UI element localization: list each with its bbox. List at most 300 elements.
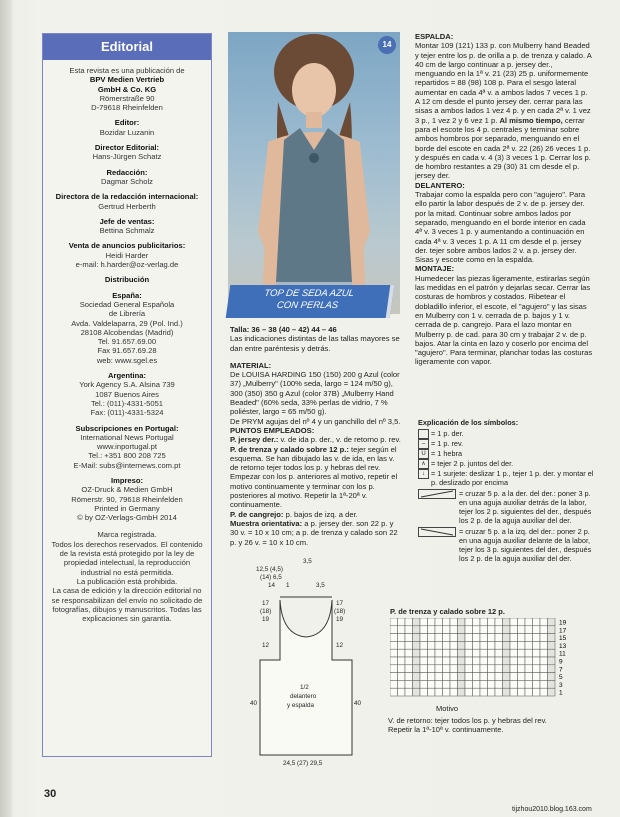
chart-cell xyxy=(420,649,428,657)
schematic-label: 1 xyxy=(286,582,290,589)
chart-cell xyxy=(495,634,503,642)
publisher-line: GmbH & Co. KG xyxy=(97,84,157,94)
chart-cell xyxy=(525,665,533,673)
schematic-label: 17 xyxy=(336,600,344,607)
chart-cell xyxy=(518,626,526,634)
schematic-center: 1/2 xyxy=(300,684,309,691)
schematic-label: 3,5 xyxy=(303,558,312,565)
stitch-grid xyxy=(390,618,578,700)
chart-cell xyxy=(495,688,503,696)
chart-cell xyxy=(435,649,443,657)
chart-cell xyxy=(390,657,398,665)
chart-cell xyxy=(420,634,428,642)
impreso-line: © by OZ-Verlags-GmbH 2014 xyxy=(77,513,177,523)
chart-cell xyxy=(420,657,428,665)
chart-cell xyxy=(533,649,541,657)
chart-cell xyxy=(480,618,488,626)
chart-cell xyxy=(540,680,548,688)
chart-cell xyxy=(518,673,526,681)
chart-cell xyxy=(458,634,466,642)
chart-cell xyxy=(413,634,421,642)
chart-cell xyxy=(413,649,421,657)
chart-cell xyxy=(443,665,451,673)
chart-cell xyxy=(503,657,511,665)
punto-label: P. jersey der.: xyxy=(230,435,279,445)
chart-cell xyxy=(458,688,466,696)
al-mismo-tiempo-text: cerrar para el escote los 4 p. centrales y terminar sobre ambos hombros por separado, menguando en el borde del escote en cada 2ª v. 22 (26) 26 veces 1 p. y después en cada v. 4 (3) 3 veces 1 p. Cerrar los p. de hombro restantes a 29 (30) 31 cm desde el p. jersey der. xyxy=(415,115,591,181)
chart-cell xyxy=(510,641,518,649)
chart-cell xyxy=(458,673,466,681)
chart-cell xyxy=(435,641,443,649)
directora-name: Gertrud Herberth xyxy=(98,201,156,211)
chart-row-number: 17 xyxy=(559,627,567,635)
chart-cell xyxy=(443,649,451,657)
chart-cell xyxy=(420,665,428,673)
chart-cell xyxy=(533,618,541,626)
schematic-label: (18) xyxy=(334,608,346,615)
symbol-text: = 1 p. der. xyxy=(431,429,464,438)
chart-cell xyxy=(548,634,556,642)
chart-cell xyxy=(548,665,556,673)
knit-symbol-icon xyxy=(418,429,429,439)
chart-cell xyxy=(450,649,458,657)
publisher-address: Römerstraße 90 xyxy=(99,93,155,103)
chart-cell xyxy=(473,657,481,665)
espana-line: 28108 Alcobendas (Madrid) xyxy=(80,327,174,337)
portugal-line: International News Portugal xyxy=(80,432,174,442)
chart-cell xyxy=(458,649,466,657)
anuncios-line: Heidi Harder xyxy=(105,250,149,260)
chart-row-number: 11 xyxy=(559,650,566,658)
chart-cell xyxy=(465,634,473,642)
chart-cell xyxy=(473,673,481,681)
chart-row-number: 15 xyxy=(559,635,567,643)
chart-cell xyxy=(398,673,406,681)
caption-line: TOP DE SEDA AZUL xyxy=(263,288,355,299)
chart-cell xyxy=(533,680,541,688)
chart-cell xyxy=(488,665,496,673)
chart-cell xyxy=(503,665,511,673)
impreso-line: Printed in Germany xyxy=(94,503,160,513)
schematic-label: 14 xyxy=(268,582,276,589)
chart-cell xyxy=(435,673,443,681)
chart-cell xyxy=(435,657,443,665)
chart-cell xyxy=(495,618,503,626)
chart-cell xyxy=(510,618,518,626)
chart-cell xyxy=(540,673,548,681)
chart-cell xyxy=(488,618,496,626)
chart-cell xyxy=(488,634,496,642)
chart-cell xyxy=(398,649,406,657)
editorial-sidebar xyxy=(42,33,212,757)
chart-cell xyxy=(450,673,458,681)
espana-line: Sociedad General Española xyxy=(79,299,175,309)
impreso-line: OZ-Druck & Medien GmbH xyxy=(81,485,173,495)
chart-cell xyxy=(495,641,503,649)
pattern-number-badge: 14 xyxy=(378,36,396,54)
chart-cell xyxy=(510,688,518,696)
chart-cell xyxy=(480,657,488,665)
chart-cell xyxy=(450,626,458,634)
talla-note: Las indicaciones distintas de las tallas mayores se dan entre paréntesis y detrás. xyxy=(230,334,400,353)
chart-cell xyxy=(503,641,511,649)
chart-cell xyxy=(398,688,406,696)
directora-label: Directora de la redacción internacional: xyxy=(55,192,199,202)
chart-cell xyxy=(518,641,526,649)
chart-cell xyxy=(495,626,503,634)
chart-cell xyxy=(413,641,421,649)
espana-line: Avda. Valdelaparra, 29 (Pol. Ind.) xyxy=(71,318,183,328)
chart-cell xyxy=(405,618,413,626)
chart-cell xyxy=(458,641,466,649)
chart-cell xyxy=(548,649,556,657)
chart-cell xyxy=(518,688,526,696)
chart-cell xyxy=(443,673,451,681)
chart-cell xyxy=(443,634,451,642)
middle-column xyxy=(230,325,402,547)
chart-cell xyxy=(540,657,548,665)
chart-row-number: 9 xyxy=(559,658,563,666)
legal-text: Marca registrada. xyxy=(97,530,157,540)
chart-cell xyxy=(398,618,406,626)
chart-cell xyxy=(480,688,488,696)
garment-schematic xyxy=(250,555,370,770)
espalda-text: Montar 109 (121) 133 p. con Mulberry hand Beaded y tejer entre los p. de orilla a p. de trenza y calado. A 40 cm de largo continuar a p. jersey der., menguando en la 1ª v. 21 (23) 25 p. uniformemente repartidos = 88 (98) 108 p. Para el sesgo lateral aumentar en cada 4ª v. a ambos lados 7 veces 1 p. A 12 cm desde el punto jersey der. cerrar para las sisas a ambos lados 1 vez 4 p. y en cada 2ª v. 1 vez 3 p., 1 vez 2 y 6 vez 1 p. xyxy=(415,41,592,125)
chart-cell xyxy=(450,657,458,665)
chart-cell xyxy=(525,618,533,626)
yarn-over-symbol-icon: U xyxy=(418,449,429,459)
chart-cell xyxy=(428,626,436,634)
espana-line: de Librería xyxy=(108,309,146,319)
chart-cell xyxy=(443,626,451,634)
talla-label: Talla: xyxy=(230,325,250,334)
chart-cell xyxy=(390,649,398,657)
puntos-label: PUNTOS EMPLEADOS: xyxy=(230,425,315,435)
legal-text: La publicación está prohibida. xyxy=(76,576,178,586)
chart-cell xyxy=(420,618,428,626)
chart-cell xyxy=(420,688,428,696)
chart-cell xyxy=(525,657,533,665)
chart-cell xyxy=(533,634,541,642)
chart-cell xyxy=(390,680,398,688)
chart-cell xyxy=(450,641,458,649)
chart-cell xyxy=(510,649,518,657)
chart-cell xyxy=(435,665,443,673)
punto-text: tejer según el esquema. Se han dibujado las v. de ida, en las v. de retorno tejer todos los p. y hebras del rev. Empezar con los p. anteriores al motivo, repetir el motivo continuamente y terminar con los p. posteriores al motivo. Repetir la 1ª-20ª v. continuamente. xyxy=(230,444,398,510)
argentina-line: Fax: (011)-4331-5324 xyxy=(90,408,164,418)
editor-label: Editor: xyxy=(114,118,140,128)
delantero-text: Trabajar como la espalda pero con "agujero". Para ello partir la labor después de 2 v. de p. jersey der. por la mitad. Continuar sobre ambos lados por separado, menguando en el borde interior en cada 4ª v. 3 veces 1 p. y aumentando a continuación en cada 4ª v. 3 veces 1 p. A 11 cm desde el p. jersey der. tejer sobre ambos lados 2 v. a p. jersey der. Sisas y escote como en la espalda. xyxy=(415,190,586,265)
chart-cell xyxy=(503,634,511,642)
chart-cell xyxy=(488,673,496,681)
chart-cell xyxy=(518,665,526,673)
chart-cell xyxy=(533,657,541,665)
chart-cell xyxy=(405,673,413,681)
argentina-label: Argentina: xyxy=(108,371,146,381)
chart-cell xyxy=(405,688,413,696)
chart-cell xyxy=(443,641,451,649)
schematic-label: 12 xyxy=(336,642,344,649)
symbol-text: = cruzar 5 p. a la der. del der.: poner 3 p. en una aguja auxiliar detrás de la labor, tejer los 2 p. siguientes del der., después los 2 p. de la aguja auxiliar del der. xyxy=(459,489,592,525)
chart-cell xyxy=(518,649,526,657)
chart-cell xyxy=(540,641,548,649)
photo-caption xyxy=(226,285,395,318)
chart-cell xyxy=(525,649,533,657)
chart-cell xyxy=(420,673,428,681)
page-number: 30 xyxy=(44,788,57,800)
chart-cell xyxy=(525,673,533,681)
chart-cell xyxy=(480,641,488,649)
chart-cell xyxy=(428,618,436,626)
schematic-center: y espalda xyxy=(287,702,314,709)
chart-cell xyxy=(413,688,421,696)
chart-cell xyxy=(428,680,436,688)
chart-cell xyxy=(548,618,556,626)
symbol-text: = 1 p. rev. xyxy=(431,439,464,448)
chart-cell xyxy=(525,626,533,634)
portugal-line: E-Mail: subs@internews.com.pt xyxy=(73,460,181,470)
schematic-label: (18) xyxy=(260,608,272,615)
right-column xyxy=(415,32,593,367)
chart-cell xyxy=(458,665,466,673)
chart-cell xyxy=(473,649,481,657)
chart-cell xyxy=(450,618,458,626)
chart-cell xyxy=(398,634,406,642)
chart-cell xyxy=(443,680,451,688)
editor-name: Bozidar Luzanin xyxy=(99,127,155,137)
chart-cell xyxy=(405,680,413,688)
material-text-2: De PRYM agujas del nº 4 y un ganchillo del nº 3,5. xyxy=(230,416,401,426)
chart-cell xyxy=(450,680,458,688)
chart-cell xyxy=(405,657,413,665)
chart-note: Repetir la 1ª-10ª v. continuamente. xyxy=(388,725,504,734)
chart-cell xyxy=(443,688,451,696)
chart-cell xyxy=(480,634,488,642)
chart-cell xyxy=(548,680,556,688)
chart-cell xyxy=(525,680,533,688)
impreso-line: Römerstr. 90, 79618 Rheinfelden xyxy=(71,494,183,504)
chart-cell xyxy=(548,641,556,649)
chart-cell xyxy=(435,688,443,696)
chart-cell xyxy=(405,641,413,649)
chart-cell xyxy=(413,665,421,673)
schematic-label: 40 xyxy=(354,700,362,707)
chart-cell xyxy=(540,618,548,626)
chart-cell xyxy=(458,626,466,634)
publisher-line: BPV Medien Vertrieb xyxy=(89,75,165,85)
chart-cell xyxy=(428,649,436,657)
chart-cell xyxy=(420,626,428,634)
chart-cell xyxy=(518,680,526,688)
espana-label: España: xyxy=(112,290,142,300)
chart-cell xyxy=(398,641,406,649)
espalda-label: ESPALDA: xyxy=(415,32,454,41)
punto-label: Muestra orientativa: xyxy=(230,518,303,528)
chart-cell xyxy=(390,665,398,673)
chart-cell xyxy=(495,657,503,665)
chart-cell xyxy=(413,657,421,665)
material-label: MATERIAL: xyxy=(230,360,272,370)
legal-text: La casa de edición y la dirección editorial no se responsabilizan del envío no solicitado de fotografías, dibujos y manuscritos. Todas las explicaciones sin garantía. xyxy=(51,586,203,624)
anuncios-line: e-mail: h.harder@oz-verlag.de xyxy=(75,260,179,270)
espana-line: Tel. 91.657.69.00 xyxy=(97,337,157,347)
espana-line: Fax 91.657.69.28 xyxy=(97,346,157,356)
schematic-label: 12 xyxy=(262,642,270,649)
chart-cell xyxy=(548,688,556,696)
impreso-label: Impreso: xyxy=(110,475,144,485)
chart-cell xyxy=(473,634,481,642)
chart-note: V. de retorno: tejer todos los p. y hebras del rev. xyxy=(388,716,547,725)
symbol-text: = 1 hebra xyxy=(431,449,463,458)
chart-cell xyxy=(525,641,533,649)
al-mismo-tiempo-label: Al mismo tiempo, xyxy=(499,115,563,125)
chart-cell xyxy=(540,634,548,642)
chart-cell xyxy=(480,626,488,634)
caption-line: CON PERLAS xyxy=(276,300,339,311)
chart-cell xyxy=(495,649,503,657)
chart-cell xyxy=(488,688,496,696)
chart-cell xyxy=(488,680,496,688)
chart-cell xyxy=(510,665,518,673)
chart-cell xyxy=(390,634,398,642)
punto-text: p. bajos de izq. a der. xyxy=(285,509,358,519)
punto-label: P. de cangrejo: xyxy=(230,509,284,519)
director-label: Director Editorial: xyxy=(94,143,160,153)
chart-cell xyxy=(465,665,473,673)
chart-cell xyxy=(518,657,526,665)
chart-cell xyxy=(465,649,473,657)
schematic-label: 19 xyxy=(262,616,270,623)
chart-cell xyxy=(488,626,496,634)
chart-cell xyxy=(390,673,398,681)
chart-cell xyxy=(480,680,488,688)
chart-cell xyxy=(405,665,413,673)
symbols-title: Explicación de los símbolos: xyxy=(418,418,519,427)
chart-row-number: 5 xyxy=(559,674,563,682)
chart-cell xyxy=(533,665,541,673)
chart-cell xyxy=(465,641,473,649)
schematic-label: (14) 6,5 xyxy=(260,574,282,581)
symbol-text: = 1 surjete: deslizar 1 p., tejer 1 p. der. y montar el p. deslizado por encima xyxy=(431,469,594,487)
chart-cell xyxy=(503,673,511,681)
legal-text: Todos los derechos reservados. El contenido de la revista está protegido por la ley de propiedad intelectual, la reproducción industrial no está permitida. xyxy=(51,539,203,577)
chart-cell xyxy=(488,649,496,657)
chart-cell xyxy=(398,665,406,673)
chart-cell xyxy=(510,634,518,642)
publisher-address: D-79618 Rheinfelden xyxy=(91,103,163,113)
chart-cell xyxy=(450,634,458,642)
schematic-label: 40 xyxy=(250,700,258,707)
chart-cell xyxy=(473,665,481,673)
chart-cell xyxy=(405,649,413,657)
chart-cell xyxy=(473,680,481,688)
chart-cell xyxy=(458,618,466,626)
chart-cell xyxy=(435,634,443,642)
publisher-intro: Esta revista es una publicación de xyxy=(69,66,185,75)
chart-cell xyxy=(503,649,511,657)
portugal-line: www.inportugal.pt xyxy=(97,442,157,452)
ventas-label: Jefe de ventas: xyxy=(99,216,155,226)
chart-cell xyxy=(480,649,488,657)
montaje-label: MONTAJE: xyxy=(415,264,455,274)
argentina-line: York Agency S.A. Alsina 739 xyxy=(79,380,175,390)
redaccion-label: Redacción: xyxy=(106,167,148,177)
chart-cell xyxy=(465,618,473,626)
chart-cell xyxy=(465,626,473,634)
chart-cell xyxy=(495,673,503,681)
cable-right-symbol-icon xyxy=(418,489,456,499)
chart-cell xyxy=(488,641,496,649)
schematic-label: 3,5 xyxy=(316,582,325,589)
schematic-label: 17 xyxy=(262,600,270,607)
model-photo xyxy=(228,32,400,314)
chart-cell xyxy=(503,626,511,634)
chart-cell xyxy=(413,680,421,688)
chart-cell xyxy=(443,657,451,665)
chart-cell xyxy=(488,657,496,665)
chart-cell xyxy=(533,641,541,649)
chart-cell xyxy=(503,688,511,696)
schematic-label: 12,5 (4,5) xyxy=(256,566,283,573)
chart-cell xyxy=(390,688,398,696)
montaje-text: Humedecer las piezas ligeramente, estirarlas según las medidas en el patrón y dejarlas secar. Cerrar las costuras de hombros y costados. Ribetear el dobladillo inferior, el escote, el "agujero" y las sisas en Mulberry con 1 v. cerrada de p. bajos y 1 v. cerrada de p. cangrejo. Para el lazo montar en Mulberry p. de cad. para 30 cm y trabajar 2 v. de p. bajos. Atar la cinta en lazo y coserlo por encima del "agujero". Para terminar, planchar todas las costuras ligeramente con vapor. xyxy=(415,273,593,367)
cable-left-symbol-icon xyxy=(418,527,456,537)
chart-cell xyxy=(510,657,518,665)
chart-cell xyxy=(465,673,473,681)
chart-cell xyxy=(435,626,443,634)
chart-cell xyxy=(473,641,481,649)
symbol-text: = tejer 2 p. juntos del der. xyxy=(431,459,514,468)
chart-cell xyxy=(428,657,436,665)
chart-cell xyxy=(398,626,406,634)
chart-cell xyxy=(428,688,436,696)
chart-cell xyxy=(480,673,488,681)
espana-line: web: www.sgel.es xyxy=(96,355,158,365)
chart-cell xyxy=(428,634,436,642)
chart-cell xyxy=(420,641,428,649)
symbols-legend xyxy=(418,418,596,563)
chart-cell xyxy=(465,680,473,688)
chart-cell xyxy=(533,673,541,681)
symbol-text: = cruzar 5 p. a la izq. del der.: poner 2 p. en una aguja auxiliar delante de la labor, tejer los 3 p. siguientes del der., después los 2 p. de la aguja auxiliar del der. xyxy=(459,527,592,563)
delantero-label: DELANTERO: xyxy=(415,180,465,190)
chart-row-number: 1 xyxy=(559,689,563,697)
chart-cell xyxy=(405,634,413,642)
chart-cell xyxy=(525,634,533,642)
talla-value: 36 – 38 (40 – 42) 44 – 46 xyxy=(251,325,337,334)
chart-cell xyxy=(533,688,541,696)
chart-cell xyxy=(518,634,526,642)
chart-cell xyxy=(540,665,548,673)
chart-cell xyxy=(428,673,436,681)
argentina-line: Tel.: (011)-4331-5051 xyxy=(90,398,164,408)
redaccion-name: Dagmar Scholz xyxy=(101,176,153,186)
chart-title: P. de trenza y calado sobre 12 p. xyxy=(390,607,505,616)
chart-cell xyxy=(450,665,458,673)
k2tog-symbol-icon: ∧ xyxy=(418,459,429,469)
chart-row-number: 19 xyxy=(559,619,567,627)
chart-cell xyxy=(465,657,473,665)
portugal-line: Tel.: +351 800 208 725 xyxy=(88,451,166,461)
chart-cell xyxy=(458,680,466,688)
chart-cell xyxy=(390,618,398,626)
chart-cell xyxy=(435,680,443,688)
chart-cell xyxy=(548,673,556,681)
chart-cell xyxy=(413,626,421,634)
chart-cell xyxy=(503,680,511,688)
chart-cell xyxy=(540,626,548,634)
chart-cell xyxy=(510,680,518,688)
